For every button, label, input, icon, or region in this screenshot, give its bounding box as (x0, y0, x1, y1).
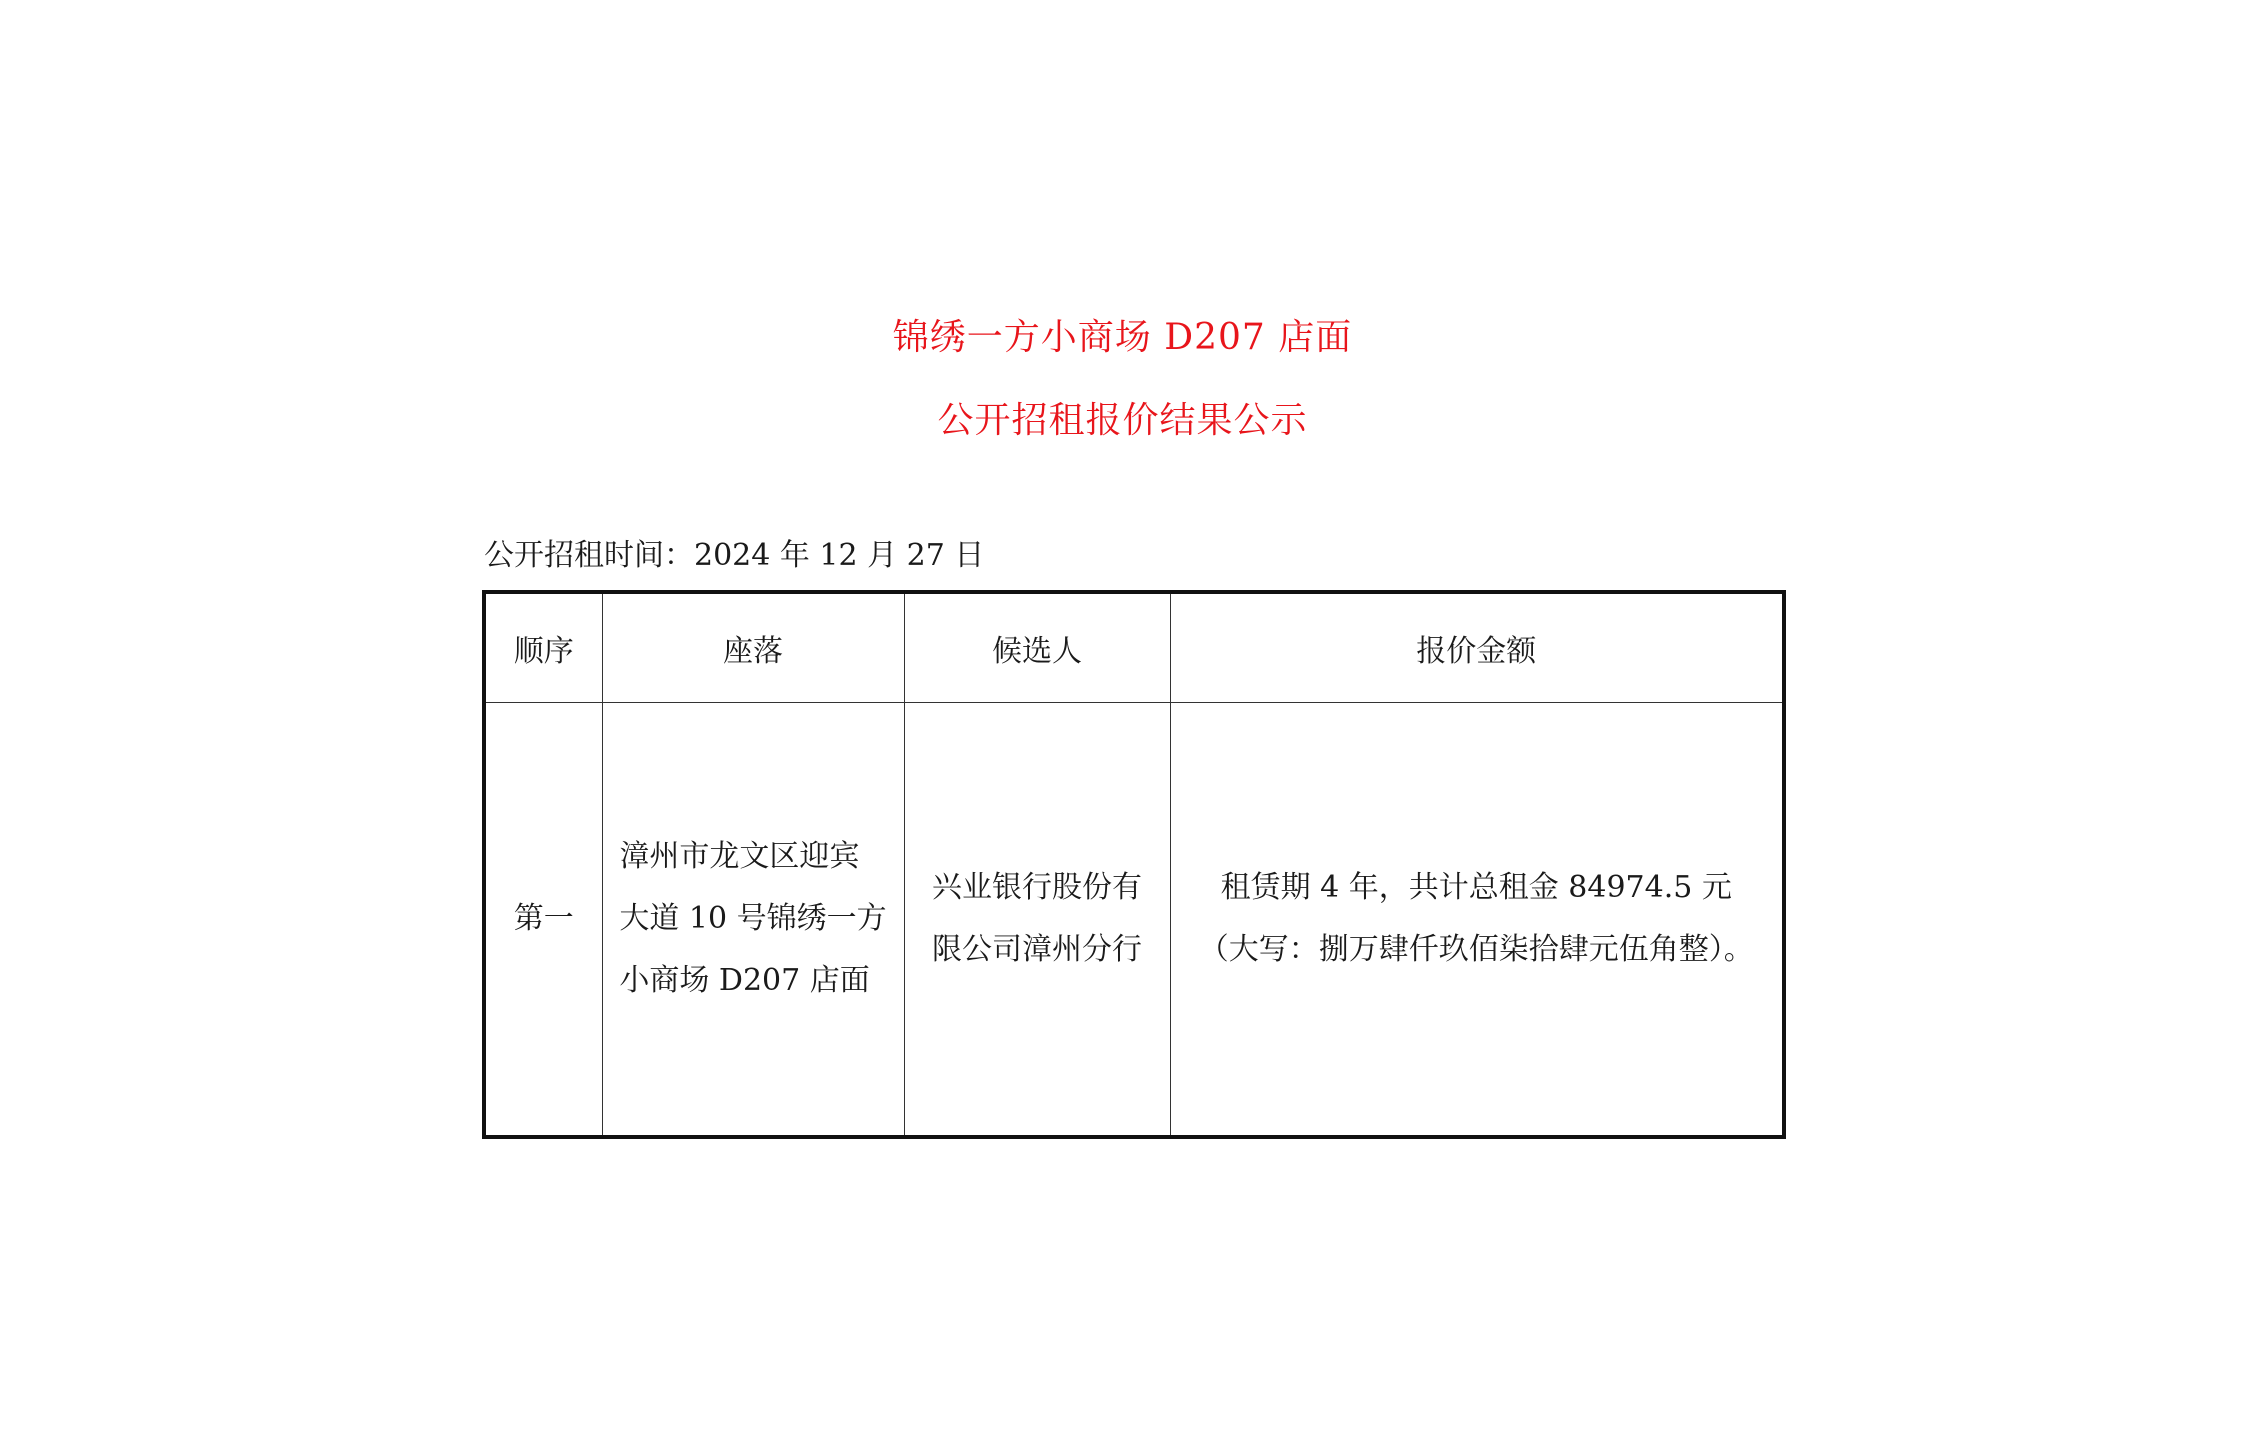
candidate-line: 限公司漳州分行 (932, 932, 1142, 967)
amount-line: 租赁期 4 年，共计总租金 84974.5 元 (1220, 870, 1732, 905)
cell-location (602, 703, 904, 1138)
result-table (482, 590, 1786, 1139)
amount-line: （大写：捌万肆仟玖佰柒拾肆元伍角整）。 (1198, 932, 1754, 967)
header-order: 顺序 (484, 592, 602, 703)
cell-order (484, 703, 602, 1138)
location-line: 小商场 D207 店面 (619, 963, 870, 998)
location-line: 大道 10 号锦绣一方 (619, 901, 887, 936)
notice-title: 锦绣一方小商场 D207 店面 (892, 317, 1353, 358)
tender-date-value: 2024 年 12 月 27 日 (694, 538, 985, 573)
candidate-line: 兴业银行股份有 (932, 870, 1142, 905)
table-row (484, 703, 1784, 1138)
header-candidate: 候选人 (904, 592, 1170, 703)
order-text: 第一 (513, 901, 574, 936)
location-line: 漳州市龙文区迎宾 (619, 839, 860, 874)
tender-date-label: 公开招租时间： (484, 538, 694, 573)
tender-date-line (484, 536, 984, 576)
cell-candidate (904, 703, 1170, 1138)
header-location: 座落 (602, 592, 904, 703)
cell-amount (1170, 703, 1784, 1138)
table-header-row (484, 592, 1784, 703)
notice-subtitle: 公开招租报价结果公示 (937, 400, 1308, 441)
header-amount: 报价金额 (1170, 592, 1784, 703)
